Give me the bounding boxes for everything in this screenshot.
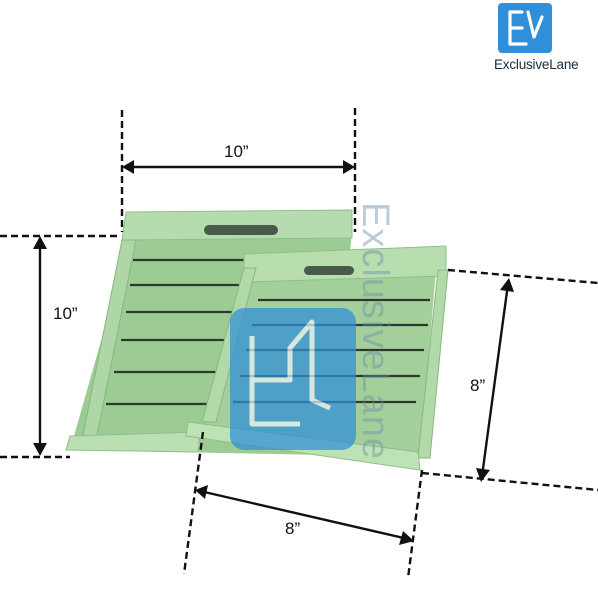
large-tray-handle-cutout — [204, 225, 278, 235]
brand-name: ExclusiveLane — [494, 57, 579, 72]
small-tray-width-label: 8” — [285, 519, 301, 538]
watermark-logo — [230, 308, 356, 450]
large-tray-width-label: 10” — [224, 142, 249, 161]
brand-logo-icon — [498, 3, 552, 53]
small-tray-handle-cutout — [304, 266, 354, 275]
watermark-text: ExclusiveLane — [354, 202, 396, 461]
small-tray-depth-label: 8” — [470, 376, 486, 395]
brand-logo — [498, 3, 552, 53]
large-tray-depth-label: 10” — [53, 304, 78, 323]
